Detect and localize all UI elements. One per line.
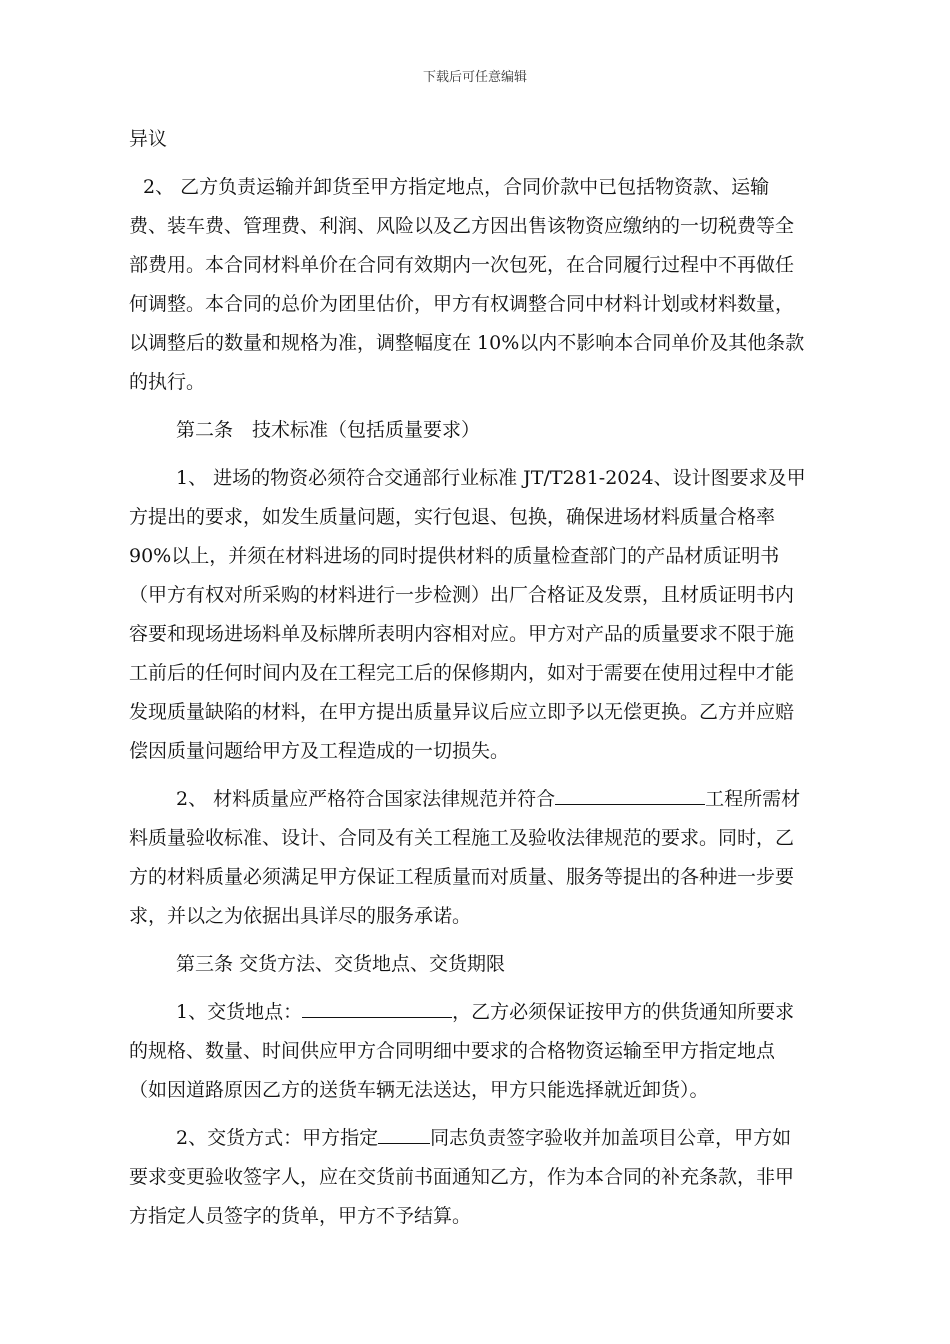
paragraph-clause-3-2 — [129, 1119, 809, 1236]
text-line: 容要和现场进场料单及标牌所表明内容相对应。甲方对产品的质量要求不限于施 — [129, 623, 795, 645]
text-segment: 工程所需材 — [705, 788, 801, 810]
document-body — [129, 120, 809, 1245]
text-line: （甲方有权对所采购的材料进行一步检测）出厂合格证及发票，且材质证明书内 — [129, 584, 795, 606]
text-line: 要求变更验收签字人，应在交货前书面通知乙方，作为本合同的补充条款，非甲 — [129, 1166, 795, 1188]
text-line: 何调整。本合同的总价为团里估价，甲方有权调整合同中材料计划或材料数量， — [129, 293, 795, 315]
text-line: 90%以上，并须在材料进场的同时提供材料的质量检查部门的产品材质证明书 — [129, 545, 780, 567]
designated-person-blank — [378, 1121, 430, 1144]
paragraph-clause-2-1 — [129, 459, 809, 771]
text-segment: 2、交货方式：甲方指定 — [176, 1127, 379, 1149]
text-line: 2、 乙方负责运输并卸货至甲方指定地点，合同价款中已包括物资款、运输 — [143, 176, 770, 198]
text-line — [129, 1119, 809, 1158]
text-line: 工前后的任何时间内及在工程完工后的保修期内，如对于需要在使用过程中才能 — [129, 662, 795, 684]
article-2-heading: 第二条 技术标准（包括质量要求） — [176, 419, 481, 441]
text-line — [129, 780, 809, 819]
text-line: 料质量验收标准、设计、合同及有关工程施工及验收法律规范的要求。同时，乙 — [129, 827, 795, 849]
text-line: 的规格、数量、时间供应甲方合同明细中要求的合格物资运输至甲方指定地点 — [129, 1040, 776, 1062]
text-line: 方的材料质量必须满足甲方保证工程质量而对质量、服务等提出的各种进一步要 — [129, 866, 795, 888]
text-line — [129, 993, 809, 1032]
text-segment: 2、 材料质量应严格符合国家法律规范并符合 — [176, 788, 556, 810]
text-line: 方指定人员签字的货单，甲方不予结算。 — [129, 1205, 472, 1227]
paragraph-clause-1-2 — [129, 168, 809, 402]
delivery-location-blank — [302, 995, 452, 1018]
text-line: 异议 — [129, 128, 168, 150]
text-line: 部费用。本合同材料单价在合同有效期内一次包死，在合同履行过程中不再做任 — [129, 254, 795, 276]
text-line: 费、装车费、管理费、利润、风险以及乙方因出售该物资应缴纳的一切税费等全 — [129, 215, 795, 237]
text-line: 偿因质量问题给甲方及工程造成的一切损失。 — [129, 740, 510, 762]
article-3-heading: 第三条 交货方法、交货地点、交货期限 — [176, 953, 506, 975]
page-header: 下载后可任意编辑 — [422, 70, 527, 85]
text-line: 以调整后的数量和规格为准，调整幅度在 10%以内不影响本合同单价及其他条款 — [129, 332, 805, 354]
text-line: 1、 进场的物资必须符合交通部行业标准 JT/T281-2024、设计图要求及甲 — [176, 467, 806, 489]
text-segment: ，乙方必须保证按甲方的供货通知所要求 — [452, 1001, 795, 1023]
text-line: 发现质量缺陷的材料，在甲方提出质量异议后应立即予以无偿更换。乙方并应赔 — [129, 701, 795, 723]
text-line: 的执行。 — [129, 371, 206, 393]
paragraph-objection-continuation — [129, 120, 809, 159]
paragraph-clause-3-1 — [129, 993, 809, 1110]
text-segment: 1、交货地点： — [176, 1001, 303, 1023]
paragraph-clause-2-2 — [129, 780, 809, 936]
project-name-blank — [555, 782, 705, 805]
text-line: （如因道路原因乙方的送货车辆无法送达，甲方只能选择就近卸货）。 — [129, 1079, 709, 1101]
text-segment: 同志负责签字验收并加盖项目公章，甲方如 — [430, 1127, 792, 1149]
text-line: 求，并以之为依据出具详尽的服务承诺。 — [129, 905, 472, 927]
text-line: 方提出的要求，如发生质量问题，实行包退、包换，确保进场材料质量合格率 — [129, 506, 776, 528]
